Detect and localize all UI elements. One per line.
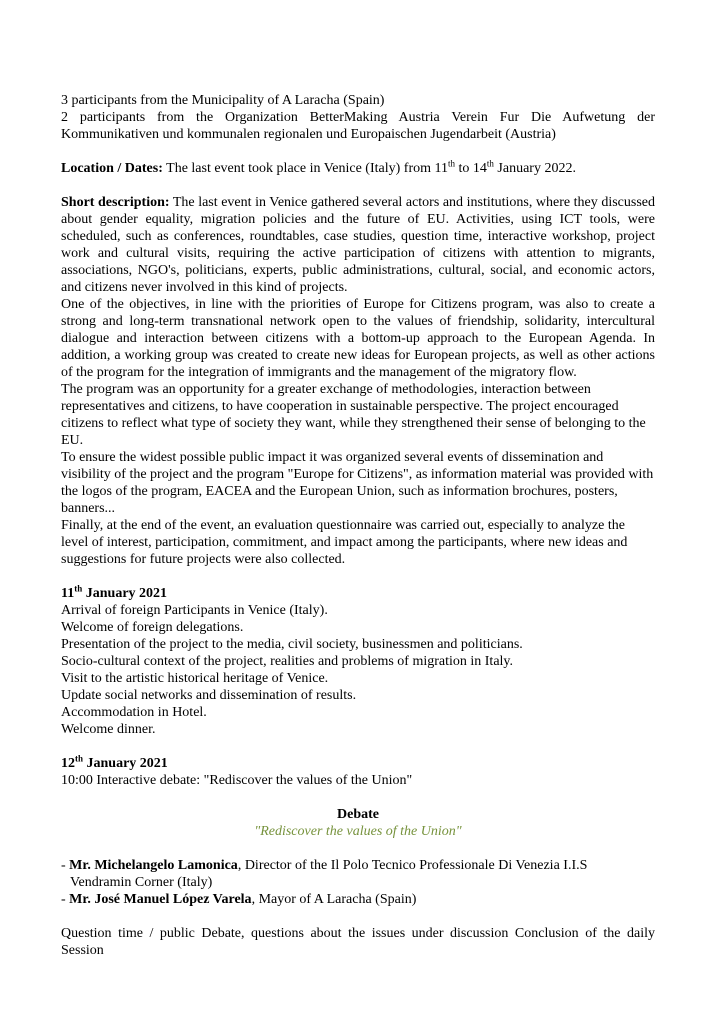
short-description-p3: The program was an opportunity for a greater exchange of methodologies, interaction between representatives and citizens, to have cooperation in sustainable perspective. The project encouraged citizens to reflect what type of society they want, while they strengthened their sense of belonging to the EU. — [61, 382, 646, 448]
day1-item: Visit to the artistic historical heritage of Venice. — [61, 671, 329, 686]
short-description-p1: Short description: The last event in Venice gathered several actors and institutions, where they discussed about gender equality, migration policies and the future of EU. Activities, using ICT tools, were scheduled, such as conferences, roundtables, case studies, question time, interactive workshop, project work and cultural visits, requiring the active participation of citizens with attention to migrants, associations, NGO's, politicians, experts, public administrations, cultural, social, and economic actors, and citizens never involved in this kind of projects. — [61, 195, 655, 295]
short-description-p4: To ensure the widest possible public impact it was organized several events of dissemination and visibility of the project and the program "Europe for Citizens", as information material was provided with the logos of the program, EACEA and the European Union, such as information brochures, posters, banners... — [61, 450, 654, 516]
speaker-2: - Mr. José Manuel López Varela, Mayor of A Laracha (Spain) — [61, 892, 417, 907]
day1-heading: 11th January 2021 — [61, 583, 168, 601]
closing-paragraph: Question time / public Debate, questions about the issues under discussion Conclusion of the daily Session — [61, 926, 655, 958]
day2-heading: 12th January 2021 — [61, 753, 168, 771]
debate-subtitle: "Rediscover the values of the Union" — [254, 824, 462, 839]
short-description-p5: Finally, at the end of the event, an evaluation questionnaire was carried out, especially to analyze the level of interest, participation, commitment, and impact among the participants, where new ideas and suggestions for future projects were also collected. — [61, 518, 628, 567]
participants-line-1: 3 participants from the Municipality of A Laracha (Spain) — [61, 93, 385, 108]
debate-heading: Debate — [337, 807, 379, 822]
day1-item: Welcome dinner. — [61, 722, 156, 737]
day1-item: Socio-cultural context of the project, realities and problems of migration in Italy. — [61, 654, 514, 669]
day1-item: Presentation of the project to the media, civil society, businessmen and politicians. — [61, 637, 523, 652]
day2-schedule: 10:00 Interactive debate: "Rediscover the values of the Union" — [61, 773, 413, 788]
participants-line-2: 2 participants from the Organization BetterMaking Austria Verein Fur Die Aufwetung der Kommunikativen und kommunalen regionalen und Europaischen Jugendarbeit (Austria) — [61, 110, 655, 142]
page-content — [61, 92, 655, 959]
location-dates: Location / Dates: The last event took place in Venice (Italy) from 11th to 14th January 2022. — [61, 158, 576, 176]
speaker-1-role-cont: Vendramin Corner (Italy) — [70, 875, 213, 890]
day1-item: Arrival of foreign Participants in Venice (Italy). — [61, 603, 328, 618]
day1-item: Accommodation in Hotel. — [61, 705, 207, 720]
location-label: Location / Dates: — [61, 161, 163, 176]
day1-item: Welcome of foreign delegations. — [61, 620, 244, 635]
short-description-label: Short description: — [61, 195, 170, 210]
short-description-p2: One of the objectives, in line with the priorities of Europe for Citizens program, was also to create a strong and long-term transnational network open to the values of friendship, solidarity, intercultural dialogue and interaction between citizens with a bottom-up approach to the European Agenda. In addition, a working group was created to create new ideas for European projects, as well as other actions of the program for the integration of immigrants and the management of the migratory flow. — [61, 297, 655, 380]
speaker-1: - Mr. Michelangelo Lamonica, Director of the Il Polo Tecnico Professionale Di Venezia I.I.S — [61, 858, 588, 873]
speaker-2-name: Mr. José Manuel López Varela — [69, 892, 252, 907]
speaker-1-name: Mr. Michelangelo Lamonica — [69, 858, 238, 873]
day1-item: Update social networks and dissemination of results. — [61, 688, 357, 703]
